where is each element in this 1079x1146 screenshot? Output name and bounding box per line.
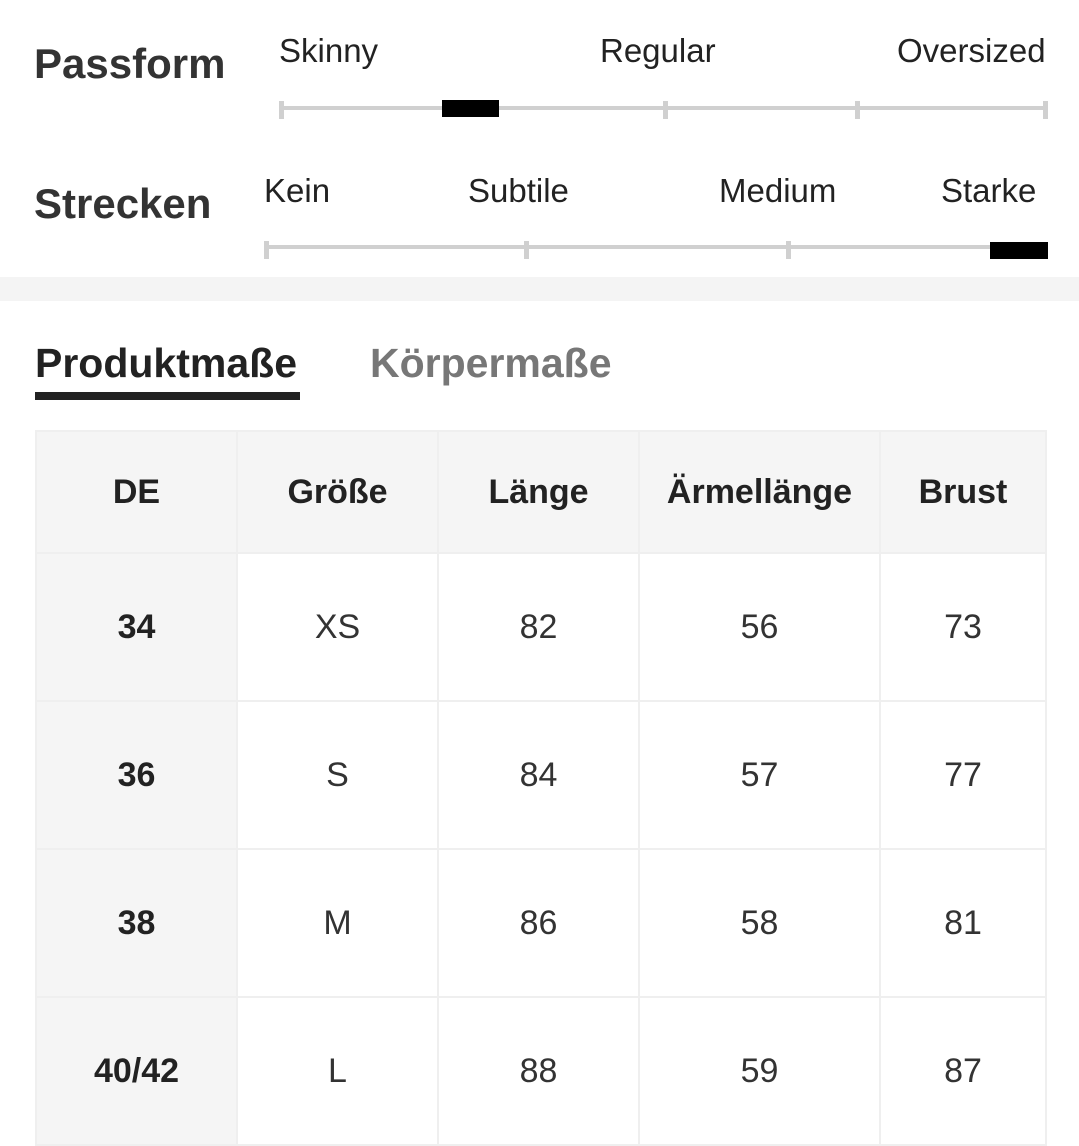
cell-sleeve: 57 — [639, 701, 880, 849]
table-row — [36, 701, 1046, 849]
header-de: DE — [36, 431, 237, 553]
table-header-row — [36, 431, 1046, 553]
cell-de: 38 — [36, 849, 237, 997]
stretch-label-medium: Medium — [719, 172, 837, 209]
fit-tick — [279, 101, 284, 119]
header-groesse: Größe — [237, 431, 438, 553]
tab-produktmasse[interactable]: Produktmaße — [35, 340, 297, 386]
fit-scale-title: Passform — [34, 40, 226, 87]
table-row — [36, 997, 1046, 1145]
tab-koerpermasse[interactable]: Körpermaße — [370, 340, 612, 386]
active-tab-underline — [35, 392, 300, 400]
cell-sleeve: 56 — [639, 553, 880, 701]
fit-label-regular: Regular — [600, 32, 716, 69]
cell-size: L — [237, 997, 438, 1145]
stretch-marker — [990, 242, 1048, 259]
fit-tick — [1043, 101, 1048, 119]
cell-chest: 81 — [880, 849, 1046, 997]
cell-length: 86 — [438, 849, 639, 997]
cell-de: 34 — [36, 553, 237, 701]
fit-label-oversized: Oversized — [897, 32, 1046, 69]
fit-tick — [663, 101, 668, 119]
cell-size: XS — [237, 553, 438, 701]
stretch-tick — [786, 241, 791, 259]
fit-marker — [442, 100, 499, 117]
fit-tick — [855, 101, 860, 119]
cell-chest: 87 — [880, 997, 1046, 1145]
cell-de: 40/42 — [36, 997, 237, 1145]
cell-de: 36 — [36, 701, 237, 849]
cell-length: 88 — [438, 997, 639, 1145]
header-laenge: Länge — [438, 431, 639, 553]
cell-sleeve: 58 — [639, 849, 880, 997]
header-brust: Brust — [880, 431, 1046, 553]
section-divider — [0, 277, 1079, 301]
cell-size: S — [237, 701, 438, 849]
cell-chest: 77 — [880, 701, 1046, 849]
table-row — [36, 849, 1046, 997]
cell-sleeve: 59 — [639, 997, 880, 1145]
stretch-label-kein: Kein — [264, 172, 331, 209]
table-row — [36, 553, 1046, 701]
fit-label-skinny: Skinny — [279, 32, 379, 69]
stretch-track — [266, 245, 1048, 249]
stretch-tick — [264, 241, 269, 259]
cell-length: 82 — [438, 553, 639, 701]
cell-size: M — [237, 849, 438, 997]
stretch-label-starke: Starke — [941, 172, 1037, 209]
size-table — [35, 430, 1047, 1146]
stretch-label-subtile: Subtile — [468, 172, 569, 209]
header-aermellaenge: Ärmellänge — [639, 431, 880, 553]
stretch-tick — [524, 241, 529, 259]
cell-length: 84 — [438, 701, 639, 849]
stretch-scale-title: Strecken — [34, 180, 212, 227]
cell-chest: 73 — [880, 553, 1046, 701]
